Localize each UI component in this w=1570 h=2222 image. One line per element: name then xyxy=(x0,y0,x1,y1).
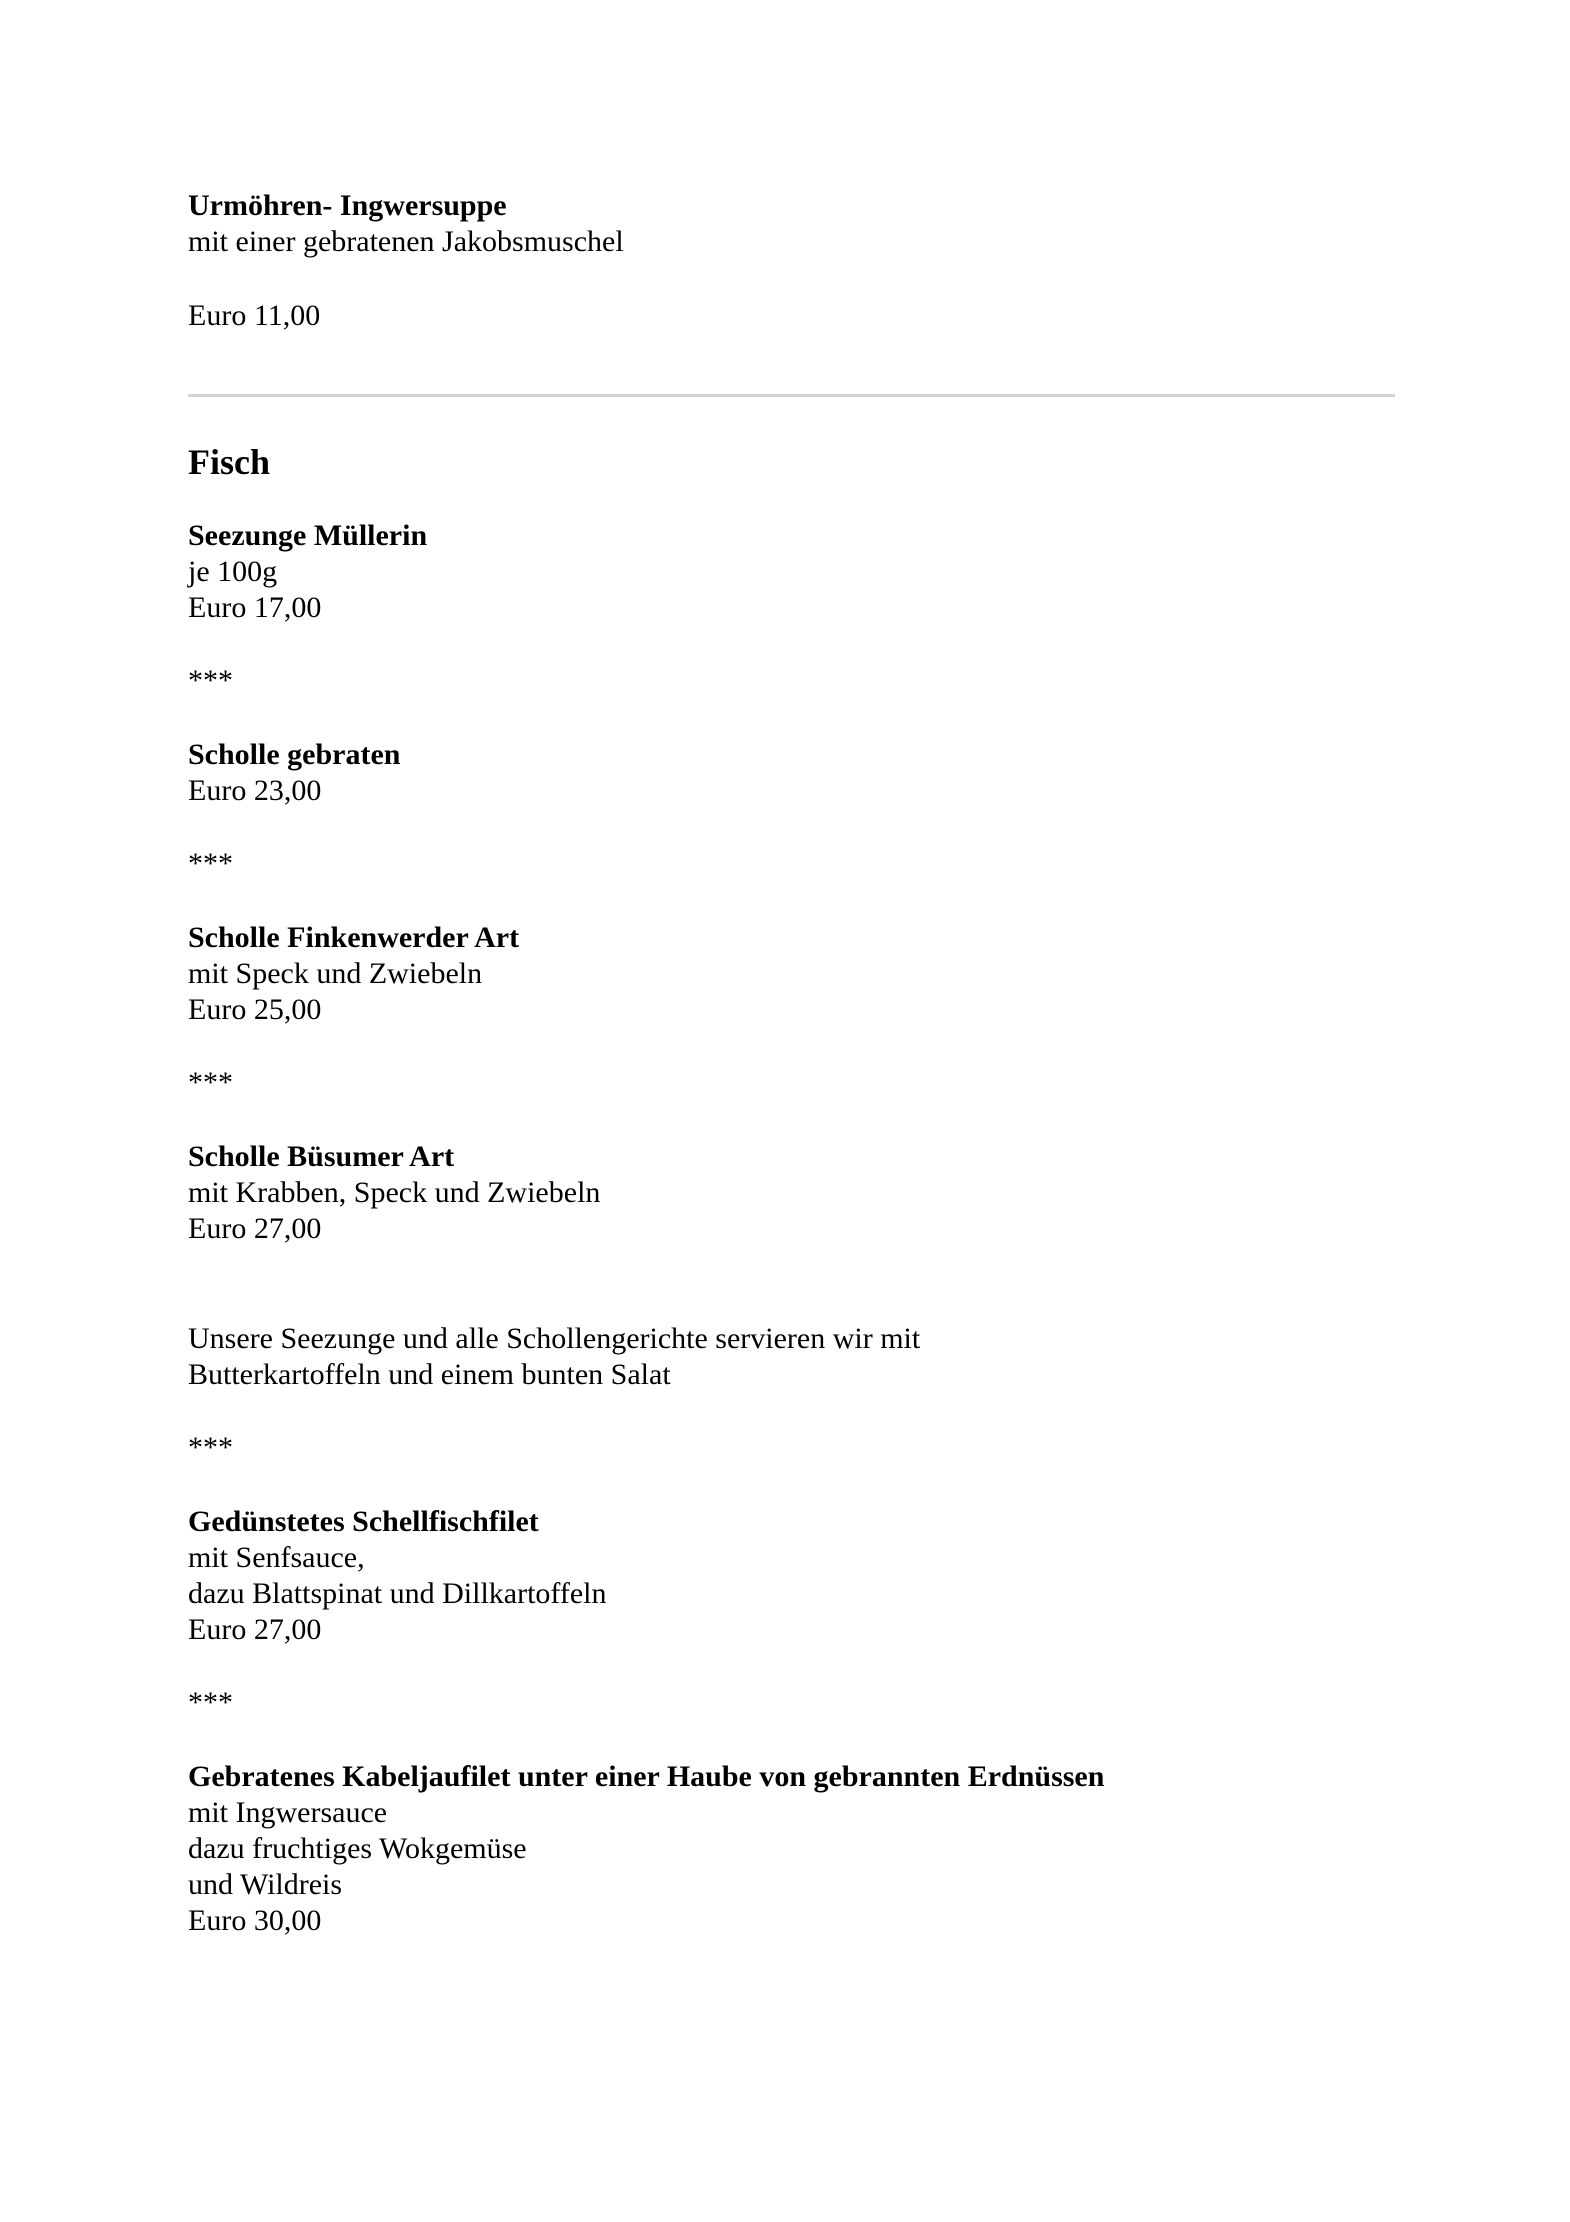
item-price: Euro 17,00 xyxy=(188,591,322,624)
item-detail: mit Speck und Zwiebeln xyxy=(188,957,483,990)
item-name: Seezunge Müllerin xyxy=(188,519,428,552)
item-price: Euro 27,00 xyxy=(188,1212,322,1245)
section-divider xyxy=(188,394,1395,397)
item-price: Euro 25,00 xyxy=(188,993,322,1026)
item-name: Gedünstetes Schellfischfilet xyxy=(188,1505,539,1538)
item-detail: mit Senfsauce, xyxy=(188,1541,365,1574)
soup-price: Euro 11,00 xyxy=(188,299,321,332)
soup-name: Urmöhren- Ingwersuppe xyxy=(188,189,507,222)
item-detail: je 100g xyxy=(188,555,278,588)
section-title-fisch: Fisch xyxy=(188,442,271,482)
note-line: Unsere Seezunge und alle Schollengerichte servieren wir mit xyxy=(188,1322,921,1355)
item-name: Scholle gebraten xyxy=(188,738,401,771)
item-name: Gebratenes Kabeljaufilet unter einer Haube von gebrannten Erdnüssen xyxy=(188,1760,1105,1793)
separator-stars: *** xyxy=(188,1066,233,1099)
separator-stars: *** xyxy=(188,847,233,880)
item-detail: dazu fruchtiges Wokgemüse xyxy=(188,1832,527,1865)
item-price: Euro 30,00 xyxy=(188,1904,322,1937)
note-line: Butterkartoffeln und einem bunten Salat xyxy=(188,1358,671,1391)
separator-stars: *** xyxy=(188,1686,233,1719)
item-price: Euro 27,00 xyxy=(188,1613,322,1646)
item-detail: dazu Blattspinat und Dillkartoffeln xyxy=(188,1577,607,1610)
item-detail: mit Krabben, Speck und Zwiebeln xyxy=(188,1176,601,1209)
separator-stars: *** xyxy=(188,1431,233,1464)
item-name: Scholle Büsumer Art xyxy=(188,1140,455,1173)
item-detail: mit Ingwersauce xyxy=(188,1796,388,1829)
item-detail: und Wildreis xyxy=(188,1868,343,1901)
separator-stars: *** xyxy=(188,664,233,697)
soup-description: mit einer gebratenen Jakobsmuschel xyxy=(188,225,624,258)
item-name: Scholle Finkenwerder Art xyxy=(188,921,520,954)
item-price: Euro 23,00 xyxy=(188,774,322,807)
